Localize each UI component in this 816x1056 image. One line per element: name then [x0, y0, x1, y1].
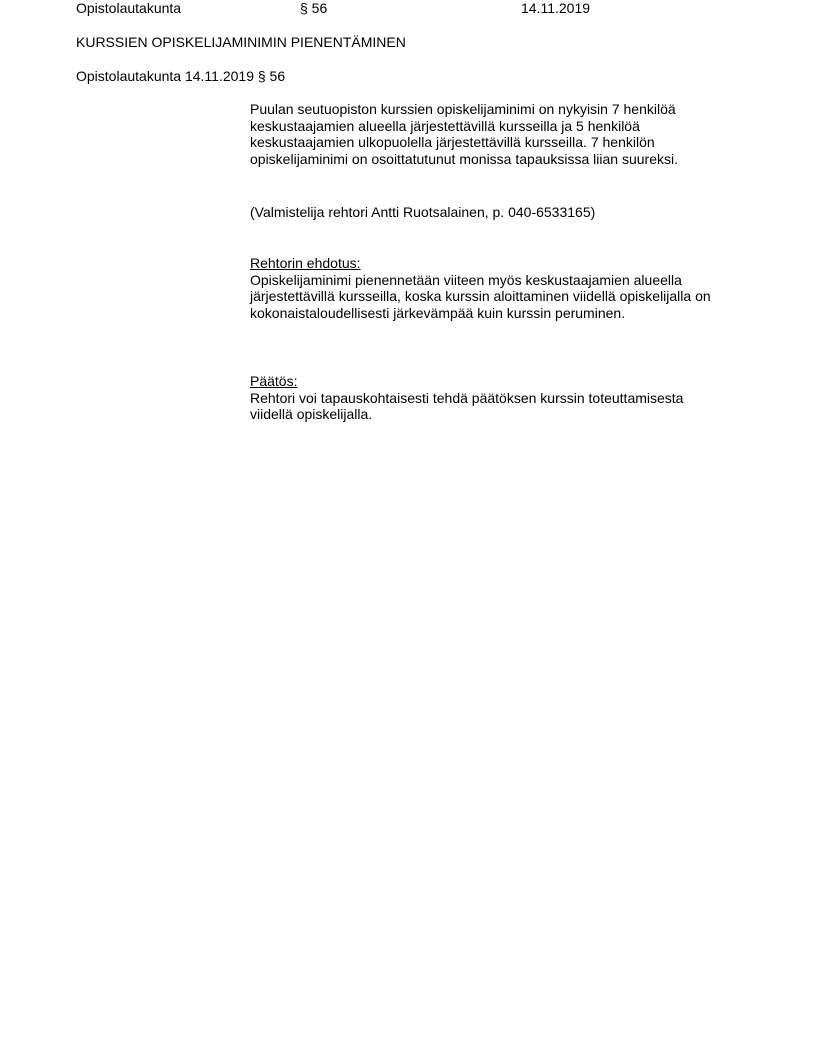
- background-paragraph: [250, 101, 750, 167]
- document-title: KURSSIEN OPISKELIJAMINIMIN PIENENTÄMINEN: [76, 34, 406, 50]
- proposal-line: kokonaistaloudellisesti järkevämpää kuin kurssin peruminen.: [250, 304, 626, 321]
- decision-heading: Päätös:: [250, 373, 298, 389]
- background-line: opiskelijaminimi on osoittatutunut monissa tapauksissa liian suureksi.: [250, 150, 678, 167]
- preparer-paragraph: [250, 204, 750, 221]
- meeting-reference: Opistolautakunta 14.11.2019 § 56: [76, 68, 286, 84]
- decision-section: [250, 373, 750, 423]
- header-date: 14.11.2019: [521, 0, 591, 16]
- background-line: Puulan seutuopiston kurssien opiskelijaminimi on nykyisin 7 henkilöä: [250, 101, 676, 117]
- proposal-line: Opiskelijaminimi pienennetään viiteen myös keskustaajamien alueella: [250, 271, 682, 288]
- header-section-number: § 56: [300, 0, 328, 16]
- preparer-info: (Valmistelija rehtori Antti Ruotsalainen, p. 040-6533165): [250, 204, 596, 220]
- proposal-section: [250, 255, 750, 321]
- decision-line: viidellä opiskelijalla.: [250, 406, 373, 422]
- proposal-line: järjestettävillä kursseilla, koska kurssin aloittaminen viidellä opiskelijalla on: [250, 288, 711, 304]
- proposal-heading: Rehtorin ehdotus:: [250, 255, 361, 271]
- header-organization: Opistolautakunta: [76, 0, 182, 16]
- decision-line: Rehtori voi tapauskohtaisesti tehdä päätöksen kurssin toteuttamisesta: [250, 389, 684, 406]
- background-line: keskustaajamien ulkopuolella järjestettävillä kursseilla. 7 henkilön: [250, 134, 655, 150]
- background-line: keskustaajamien alueella järjestettävillä kursseilla ja 5 henkilöä: [250, 117, 640, 134]
